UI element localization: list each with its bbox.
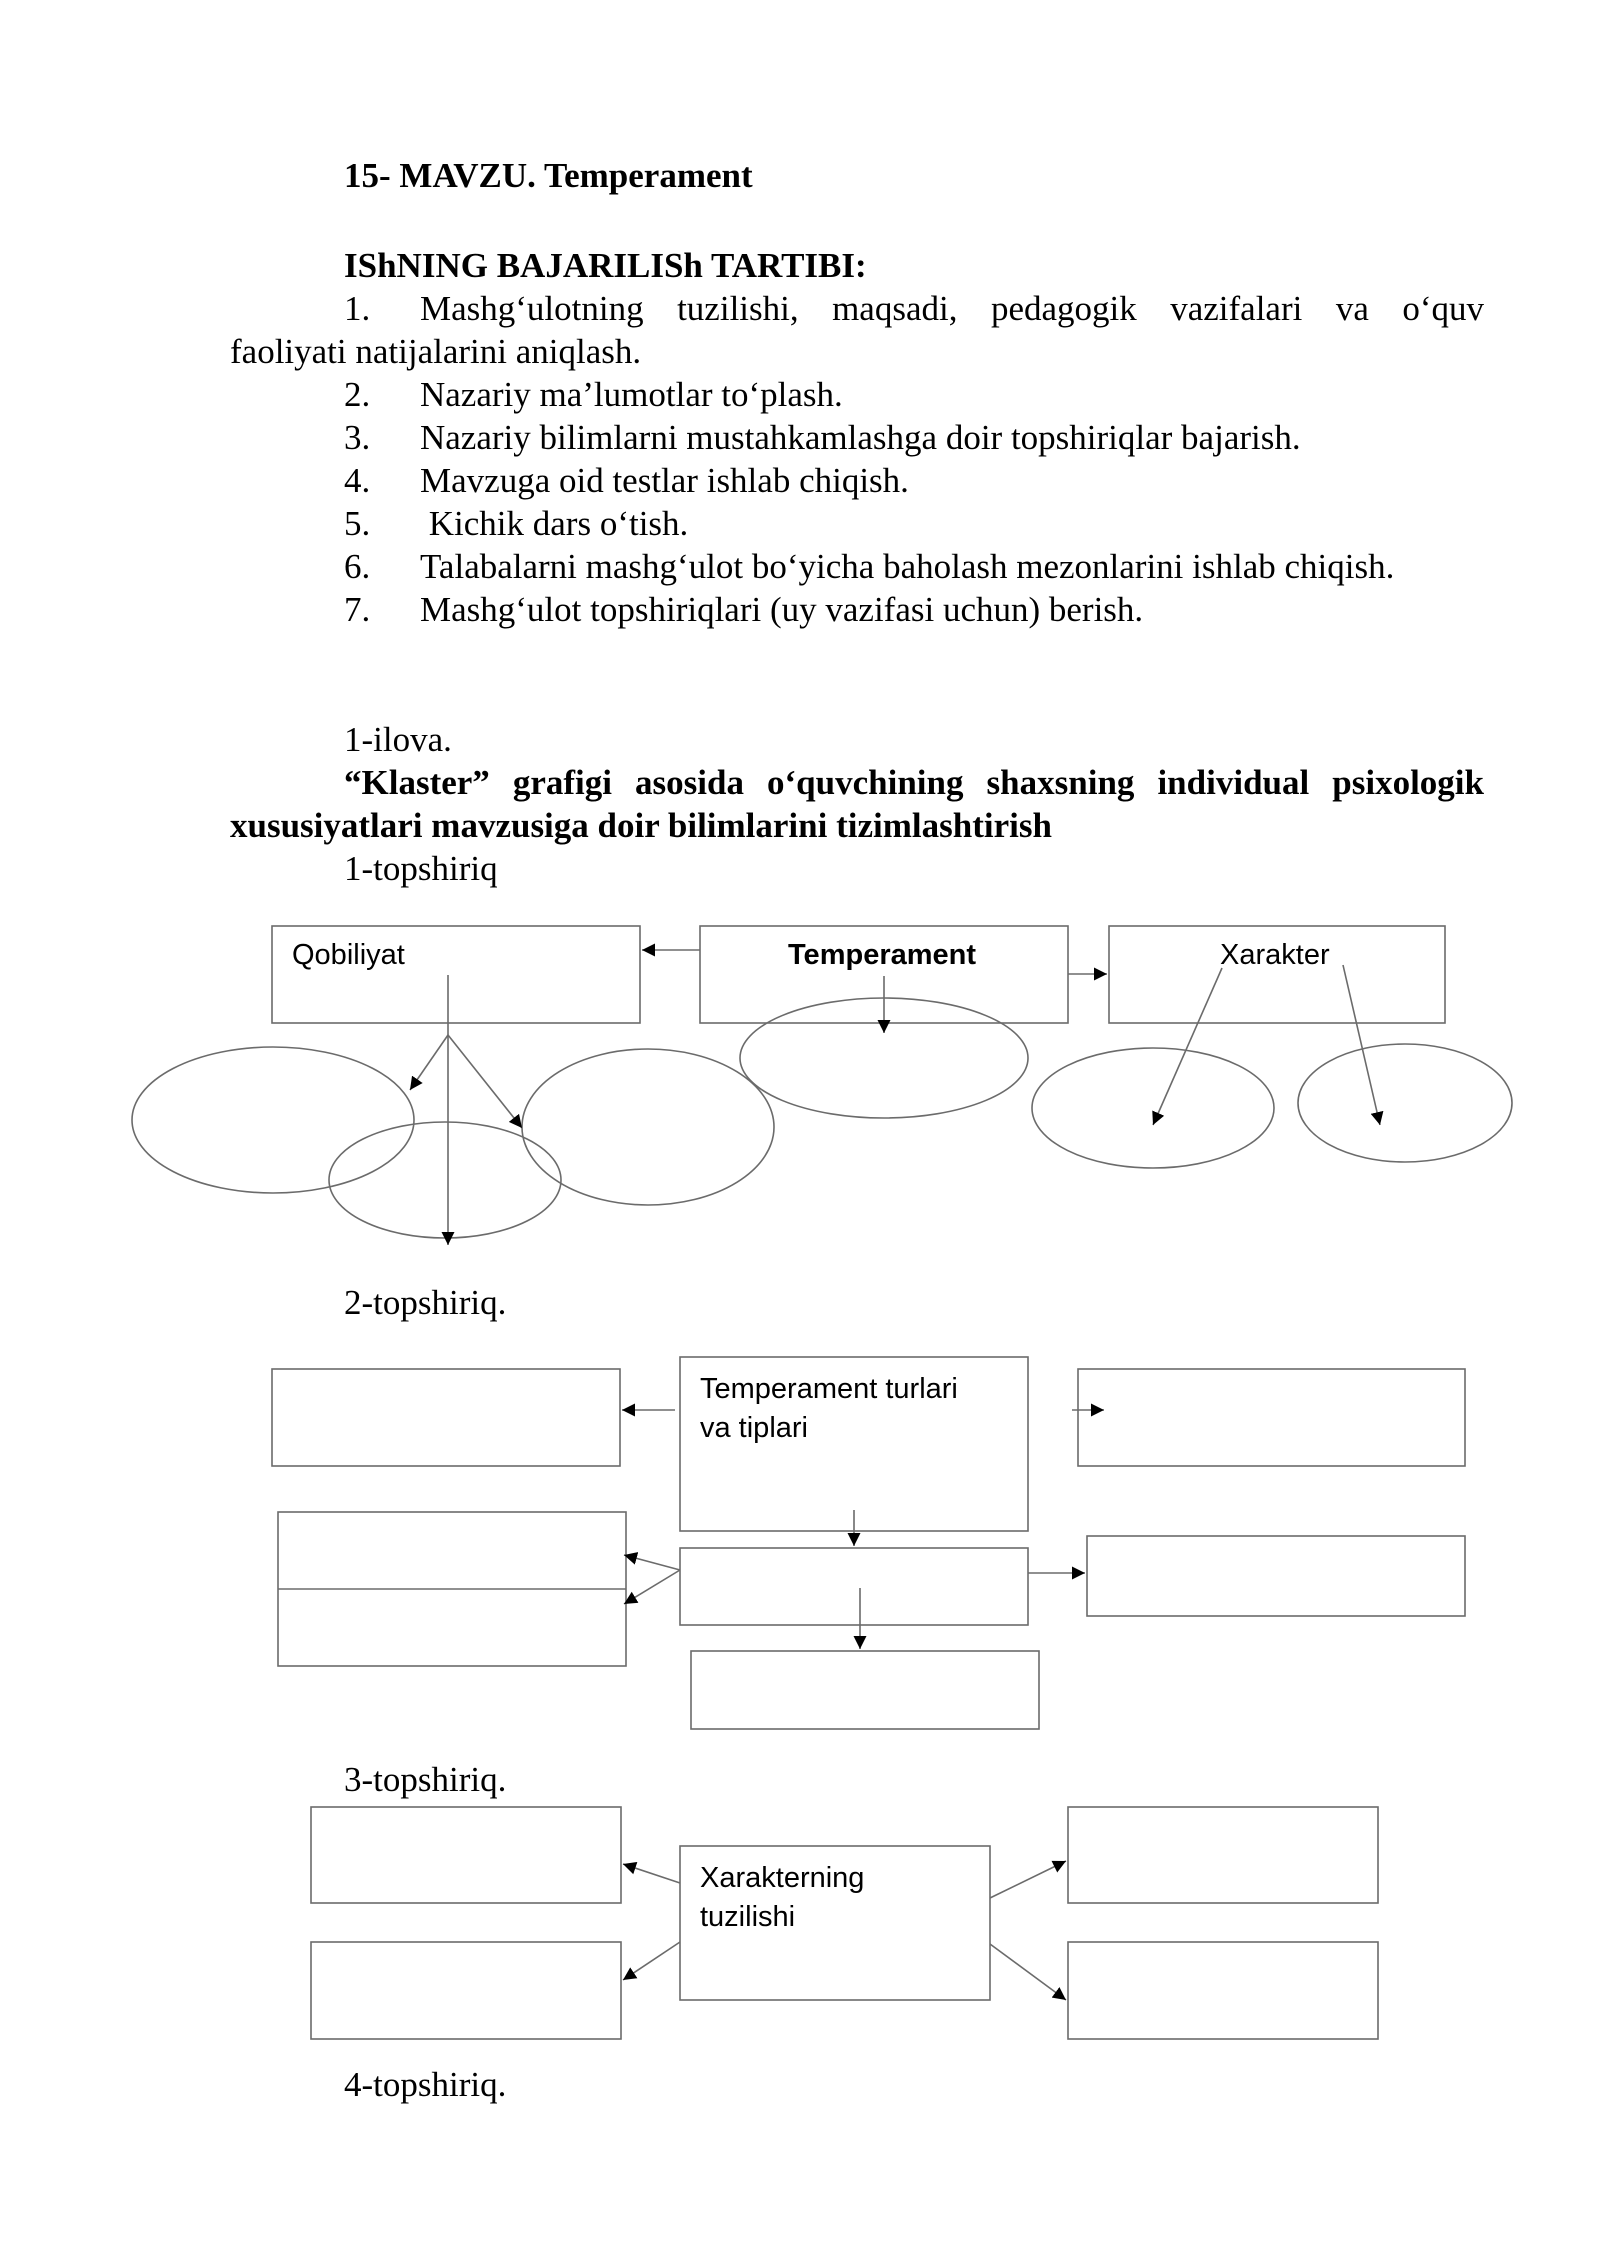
task2-label-center-line1: Temperament turlari xyxy=(700,1373,958,1405)
task1-arrow-left-branch xyxy=(410,1035,448,1090)
task1-ellipse-right-2 xyxy=(1298,1044,1512,1162)
task1-label-temperament: Temperament xyxy=(788,939,977,971)
procedure-item-number: 7. xyxy=(344,590,371,629)
page-title: 15- MAVZU. Temperament xyxy=(344,156,753,195)
task3-arrow-bottom-left xyxy=(623,1942,680,1980)
procedure-item-number: 2. xyxy=(344,375,371,414)
task3-diagram xyxy=(311,1807,1378,2039)
task1-arrow-xarakter-2 xyxy=(1343,965,1380,1125)
task2-label-center-line2: va tiplari xyxy=(700,1412,808,1444)
procedure-item-1-line2: faoliyati natijalarini aniqlash. xyxy=(230,332,642,371)
task3-arrow-top-right xyxy=(990,1861,1066,1898)
procedure-item-number: 4. xyxy=(344,461,371,500)
task2-arrow-left-down xyxy=(624,1570,680,1604)
task1-arrow-right-branch xyxy=(448,1035,522,1128)
appendix-heading-line2: xususiyatlari mavzusiga doir bilimlarini tizimlashtirish xyxy=(230,806,1052,845)
appendix-heading-line1: “Klaster” grafigi asosida o‘quvchining shaxsning individual psixologik xyxy=(344,763,1484,802)
procedure-item-number: 5. xyxy=(344,504,371,543)
task3-box-top-right xyxy=(1068,1807,1378,1903)
task1-label-qobiliyat: Qobiliyat xyxy=(292,939,405,971)
procedure-item-number: 6. xyxy=(344,547,371,586)
task3-arrow-bottom-right xyxy=(990,1944,1066,2000)
task3-label: 3-topshiriq. xyxy=(344,1760,507,1799)
task1-label-xarakter: Xarakter xyxy=(1220,939,1330,971)
task1-ellipse-left-3 xyxy=(522,1049,774,1205)
procedure-item-text: Mashg‘ulotning tuzilishi, maqsadi, pedagogik vazifalari va o‘quv xyxy=(420,289,1484,328)
task1-arrow-xarakter-1 xyxy=(1153,968,1222,1125)
procedure-item-text: Talabalarni mashg‘ulot bo‘yicha baholash mezonlarini ishlab chiqish. xyxy=(420,547,1395,586)
task1-ellipse-left-1 xyxy=(132,1047,414,1193)
procedure-item-text: Mavzuga oid testlar ishlab chiqish. xyxy=(420,461,909,500)
task4-label: 4-topshiriq. xyxy=(344,2065,507,2104)
task3-box-bottom-left xyxy=(311,1942,621,2039)
task1-ellipse-right-1 xyxy=(1032,1048,1274,1168)
task2-box-top-right xyxy=(1078,1369,1465,1466)
task1-ellipse-left-2 xyxy=(329,1122,561,1238)
task2-box-middle-right xyxy=(1087,1536,1465,1616)
procedure-heading: IShNING BAJARILISh TARTIBI: xyxy=(344,246,867,285)
procedure-item-text: Mashg‘ulot topshiriqlari (uy vazifasi uchun) berish. xyxy=(420,590,1144,629)
task2-box-bottom xyxy=(691,1651,1039,1729)
task3-label-center-line1: Xarakterning xyxy=(700,1862,865,1894)
task2-diagram xyxy=(272,1357,1465,1729)
appendix-label: 1-ilova. xyxy=(344,720,452,759)
procedure-item-number: 3. xyxy=(344,418,371,457)
task3-box-top-left xyxy=(311,1807,621,1903)
procedure-item-number: 1. xyxy=(344,289,371,328)
task2-box-top-left xyxy=(272,1369,620,1466)
task3-arrow-top-left xyxy=(623,1864,680,1883)
task3-label-center-line2: tuzilishi xyxy=(700,1901,796,1933)
procedure-item-text: Kichik dars o‘tish. xyxy=(420,504,689,543)
task3-box-bottom-right xyxy=(1068,1942,1378,2039)
task2-label: 2-topshiriq. xyxy=(344,1283,507,1322)
task2-box-middle xyxy=(680,1548,1028,1625)
task1-label: 1-topshiriq xyxy=(344,849,498,888)
procedure-item-text: Nazariy ma’lumotlar to‘plash. xyxy=(420,375,843,414)
task2-arrow-left-up xyxy=(624,1555,680,1570)
procedure-item-text: Nazariy bilimlarni mustahkamlashga doir topshiriqlar bajarish. xyxy=(420,418,1301,457)
